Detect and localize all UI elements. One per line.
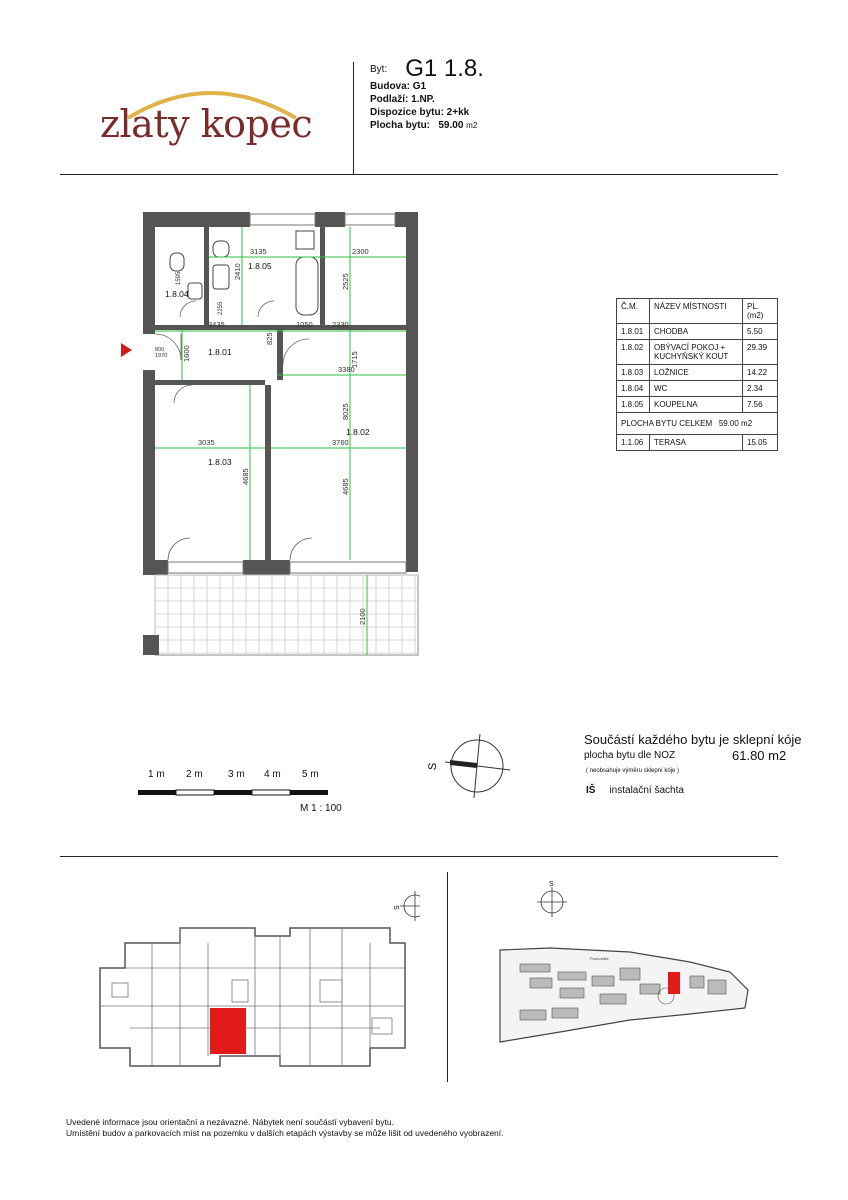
row-area: 2.34: [743, 381, 778, 397]
byt-label: Byt:: [370, 64, 388, 75]
dim-2300: 2300: [352, 247, 369, 256]
logo: [100, 78, 313, 158]
area: [370, 119, 484, 132]
building: Budova: G1: [370, 81, 427, 92]
dim-1050: 1050: [296, 320, 313, 329]
dim-3135: 3135: [250, 247, 267, 256]
header-area: PL. (m2): [743, 299, 778, 324]
floor-plan: [110, 205, 430, 665]
dim-2330: 2330: [332, 320, 349, 329]
compass-site-letter: S: [549, 881, 554, 888]
compass-small-icon: [394, 891, 420, 921]
wall-top-mid: [315, 212, 345, 227]
disclaimer: [66, 1117, 504, 1139]
site-street: Parkoviště: [590, 956, 609, 961]
wall-bed-right: [265, 385, 271, 560]
wall-bath-right: [320, 227, 325, 329]
scale-3m: 3 m: [228, 769, 245, 780]
row-area: 5.50: [743, 324, 778, 340]
building-plan: [90, 888, 420, 1078]
dim-1715: 1715: [350, 351, 359, 368]
site-highlight: [668, 972, 680, 994]
room-table: [616, 298, 778, 451]
floor: Podlaží: 1.NP.: [370, 94, 435, 105]
wall-left-upper: [143, 212, 155, 334]
dim-2100: 2100: [358, 608, 367, 625]
header-rule: [60, 174, 778, 175]
dim-1595: 1595: [176, 271, 182, 285]
area-unit: m2: [466, 121, 478, 130]
row-num: 1.8.04: [617, 381, 650, 397]
wall-hall-bottom: [155, 380, 265, 385]
row-area: 7.56: [743, 397, 778, 413]
header-number: Č.M.: [617, 299, 650, 324]
scale-1m: 1 m: [148, 769, 165, 780]
compass-letter: S: [426, 762, 440, 771]
compass-small-letter: S: [394, 905, 401, 910]
scale-2m: 2 m: [186, 769, 203, 780]
header-name: NÁZEV MÍSTNOSTI: [650, 299, 743, 324]
row-name: KOUPELNA: [650, 397, 743, 413]
disclaimer-line-1: Uvedené informace jsou orientační a nezávazné. Nábytek není součástí vybavení bytu.: [66, 1117, 394, 1127]
dim-2525: 2525: [341, 273, 350, 290]
row-name: CHODBA: [650, 324, 743, 340]
dim-4685-a: 4685: [241, 468, 250, 485]
scale-bar: [138, 789, 338, 803]
terrace-grid: [155, 575, 418, 655]
dim-1600: 1600: [182, 345, 191, 362]
shaft: [296, 231, 314, 249]
apartment-info: [370, 55, 484, 132]
terrace-column: [143, 635, 159, 655]
wall-left-lower: [143, 370, 155, 575]
wc-bathroom: [213, 241, 229, 257]
total-label: PLOCHA BYTU CELKEM: [621, 419, 713, 428]
row-name: WC: [650, 381, 743, 397]
row-area: 14.22: [743, 365, 778, 381]
row-num: 1.8.03: [617, 365, 650, 381]
dim-3760: 3760: [332, 438, 349, 447]
wall-bottom-left: [143, 560, 168, 575]
compass-site-icon: [537, 881, 567, 917]
shaft-text: instalační šachta: [609, 785, 684, 796]
entry-arrow-icon: [121, 343, 132, 357]
room-1-8-04: 1.8.04: [165, 289, 189, 299]
sink-bathroom: [213, 265, 229, 289]
site-plan: [490, 880, 760, 1050]
row-num: 1.8.02: [617, 340, 650, 365]
terrace-num: 1.1.06: [617, 435, 650, 451]
compass-icon: [420, 734, 520, 804]
section-rule: [60, 856, 778, 857]
area-value: 59.00: [438, 120, 464, 131]
storage-note: Součástí každého bytu je sklepní kóje: [584, 732, 802, 747]
room-1-8-02: 1.8.02: [346, 427, 370, 437]
door-width: 800: [155, 347, 165, 353]
bathtub: [296, 257, 318, 315]
row-num: 1.8.01: [617, 324, 650, 340]
apartment-code: G1 1.8.: [405, 55, 484, 82]
logo-text: zlaty kopec: [100, 102, 313, 146]
bottom-divider: [447, 872, 448, 1082]
wall-right: [406, 212, 418, 572]
area-label: Plocha bytu:: [370, 120, 431, 131]
dim-8025: 8025: [341, 403, 350, 420]
wall-hall-right: [277, 330, 283, 380]
noz-label: plocha bytu dle NOZ: [584, 750, 676, 761]
row-area: 29.39: [743, 340, 778, 365]
row-name: OBÝVACÍ POKOJ + KUCHYŇSKÝ KOUT: [650, 340, 743, 365]
dim-3435: 3435: [208, 320, 225, 329]
room-1-8-03: 1.8.03: [208, 457, 232, 467]
row-num: 1.8.05: [617, 397, 650, 413]
wall-top-left: [143, 212, 250, 227]
apartment-highlight: [210, 1008, 246, 1054]
dim-4685-b: 4685: [341, 478, 350, 495]
wall-bottom-mid: [243, 560, 290, 575]
sink-wc: [188, 283, 202, 299]
dim-3380: 3380: [338, 365, 355, 374]
dim-2410: 2410: [233, 263, 242, 280]
header-divider: [353, 62, 354, 174]
terrace-name: TERASA: [650, 435, 743, 451]
disclaimer-line-2: Umístění budov a parkovacích míst na pozemku v dalších etapách výstavby se může lišit od uvedeného vyobrazení.: [66, 1128, 504, 1138]
dim-825: 825: [265, 332, 274, 345]
dim-2255: 2255: [218, 301, 224, 315]
total-value: 59.00 m2: [718, 419, 753, 428]
scale-4m: 4 m: [264, 769, 281, 780]
room-1-8-01: 1.8.01: [208, 347, 232, 357]
dim-3035: 3035: [198, 438, 215, 447]
room-1-8-05: 1.8.05: [248, 261, 272, 271]
terrace-area: 15.05: [743, 435, 778, 451]
shaft-legend: [586, 785, 684, 796]
wall-wc-right: [204, 227, 209, 329]
door-height: 1970: [155, 353, 168, 359]
layout: Dispozice bytu: 2+kk: [370, 107, 470, 118]
row-name: LOŽNICE: [650, 365, 743, 381]
noz-small: ( neobsahuje výměru sklepní kóje ): [586, 768, 680, 774]
wc: [170, 253, 184, 271]
scale-ratio: M 1 : 100: [300, 803, 342, 814]
noz-value: 61.80 m2: [732, 748, 787, 763]
scale-5m: 5 m: [302, 769, 319, 780]
shaft-code: IŠ: [586, 785, 596, 796]
